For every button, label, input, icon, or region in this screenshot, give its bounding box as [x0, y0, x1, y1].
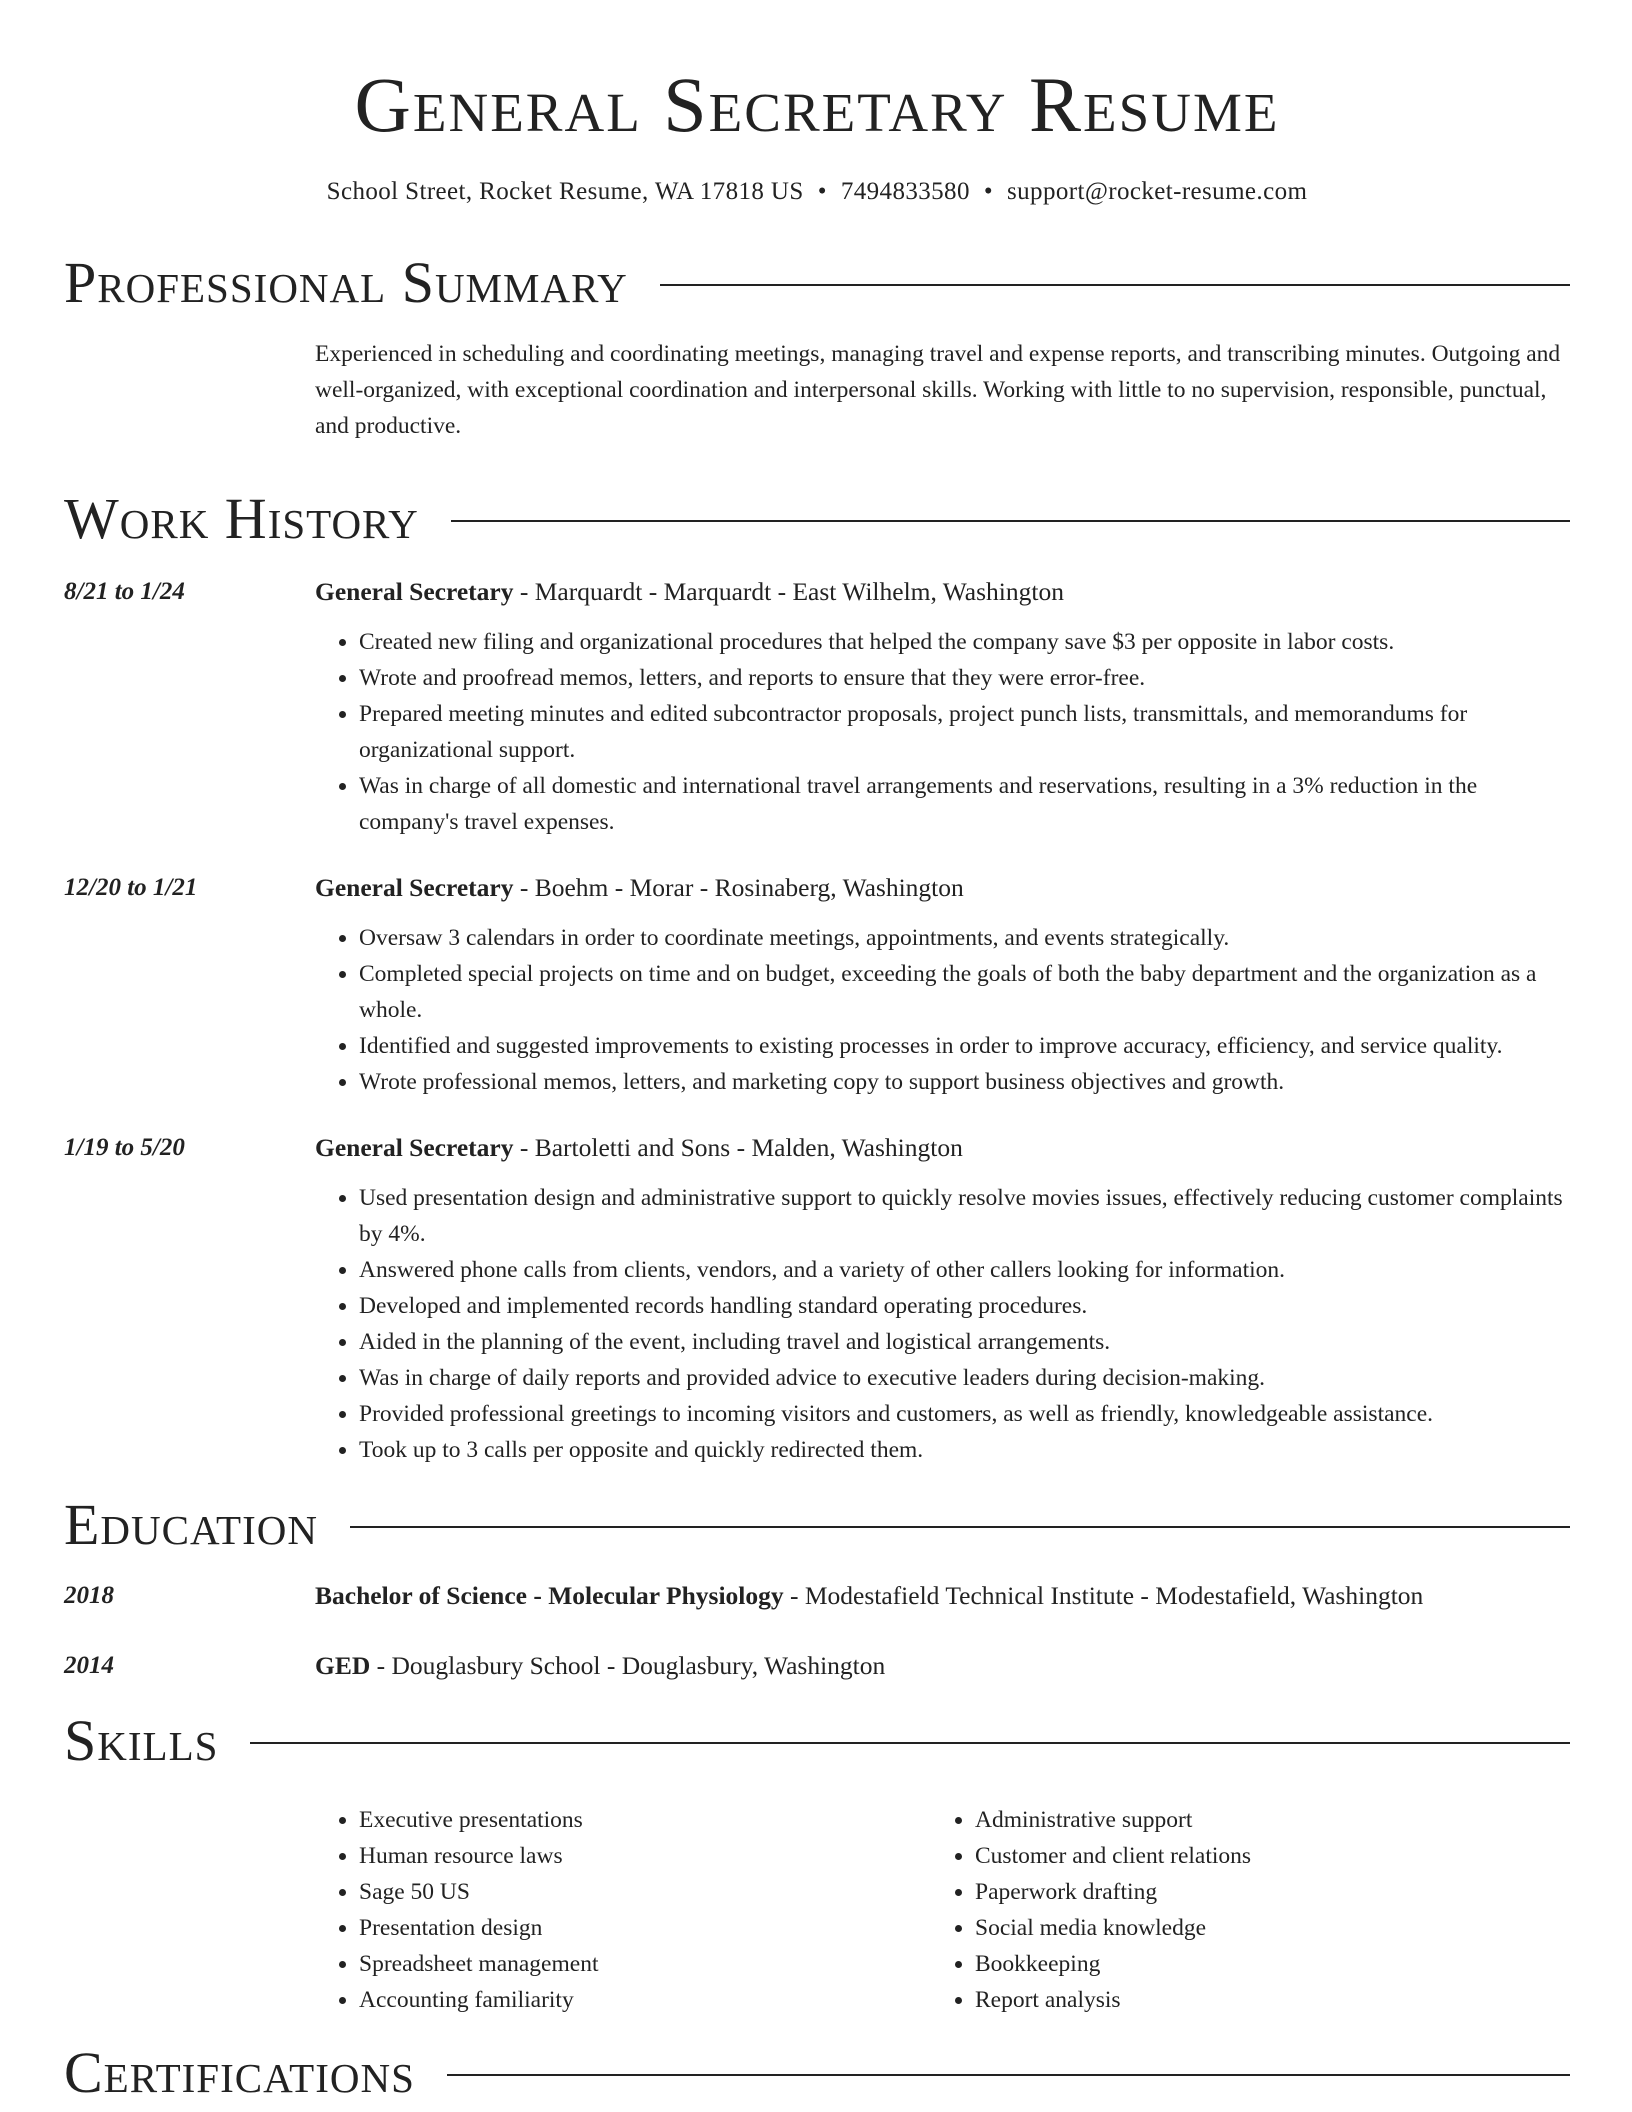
- education-list: [64, 1578, 1570, 1684]
- job-bullet: • Used presentation design and administrative support to quickly resolve movies issues, effectively reducing customer complaints by 4%.: [359, 1180, 1570, 1252]
- job-title-line: [315, 574, 1570, 610]
- section-divider: [660, 284, 1570, 286]
- resume-title: General Secretary Resume: [354, 61, 1280, 148]
- job-details: - Marquardt - Marquardt - East Wilhelm, Washington: [513, 577, 1064, 606]
- education-details: - Douglasbury School - Douglasbury, Washington: [370, 1651, 886, 1680]
- resume-page: [64, 0, 1570, 2104]
- section-divider: [447, 2074, 1570, 2076]
- job-dates: 8/21 to 1/24: [64, 578, 185, 605]
- summary-text: Experienced in scheduling and coordinating meetings, managing travel and expense reports, and transcribing minutes. Outgoing and well-organized, with exceptional coordination and interpersonal skills. Working with little to no supervision, responsible, punctual, and productive.: [315, 341, 1561, 439]
- education-line: [315, 1578, 1570, 1614]
- contact-address: School Street, Rocket Resume, WA 17818 US: [326, 178, 804, 205]
- job-body: [315, 870, 1570, 1100]
- job-role: General Secretary: [315, 577, 514, 606]
- job-role: General Secretary: [315, 873, 514, 902]
- skills-list-left: [315, 1802, 931, 2018]
- education-entry: [64, 1648, 1570, 1684]
- work-section-header: [64, 488, 1570, 550]
- skill-item: • Executive presentations: [359, 1802, 931, 1838]
- education-degree: GED: [315, 1651, 371, 1680]
- job-title-line: [315, 1130, 1570, 1166]
- skill-item: • Paperwork drafting: [975, 1874, 1251, 1910]
- skills-columns: [315, 1802, 1570, 2018]
- contact-separator: •: [983, 178, 994, 205]
- job-bullet: • Wrote professional memos, letters, and marketing copy to support business objectives and growth.: [359, 1064, 1570, 1100]
- job-bullet: • Took up to 3 calls per opposite and quickly redirected them.: [359, 1432, 1570, 1468]
- job-title-line: [315, 870, 1570, 906]
- job-entry: [64, 1130, 1570, 1468]
- job-details: - Bartoletti and Sons - Malden, Washington: [513, 1133, 963, 1162]
- skills-section-header: [64, 1710, 1570, 1772]
- contact-email[interactable]: support@rocket-resume.com: [1007, 178, 1308, 205]
- skill-item: • Report analysis: [975, 1982, 1251, 2018]
- job-bullet: • Completed special projects on time and on budget, exceeding the goals of both the baby department and the organization as a whole.: [359, 956, 1570, 1028]
- education-year: 2018: [64, 1582, 114, 1609]
- job-bullet: • Oversaw 3 calendars in order to coordinate meetings, appointments, and events strategically.: [359, 920, 1570, 956]
- job-bullets: [315, 1180, 1570, 1468]
- job-bullet: • Developed and implemented records handling standard operating procedures.: [359, 1288, 1570, 1324]
- education-details: - Modestafield Technical Institute - Modestafield, Washington: [783, 1581, 1424, 1610]
- job-bullets: [315, 624, 1570, 840]
- contact-separator: •: [817, 178, 827, 205]
- skill-item: • Accounting familiarity: [359, 1982, 931, 2018]
- job-dates: 1/19 to 5/20: [64, 1134, 185, 1161]
- job-bullet: • Answered phone calls from clients, vendors, and a variety of other callers looking for information.: [359, 1252, 1570, 1288]
- education-degree: Bachelor of Science - Molecular Physiology: [315, 1581, 784, 1610]
- job-bullet: • Created new filing and organizational procedures that helped the company save $3 per opposite in labor costs.: [359, 624, 1570, 660]
- contact-line: [64, 176, 1570, 208]
- job-body: [315, 574, 1570, 840]
- skills-list-right: [931, 1802, 1251, 2018]
- contact-phone: 7494833580: [840, 178, 970, 205]
- job-bullet: • Was in charge of daily reports and provided advice to executive leaders during decision-making.: [359, 1360, 1570, 1396]
- skill-item: • Human resource laws: [359, 1838, 931, 1874]
- skill-item: • Sage 50 US: [359, 1874, 931, 1910]
- skill-item: • Spreadsheet management: [359, 1946, 931, 1982]
- job-entry: [64, 870, 1570, 1100]
- job-entry: [64, 574, 1570, 840]
- job-bullets: [315, 920, 1570, 1100]
- job-bullet: • Was in charge of all domestic and international travel arrangements and reservations, resulting in a 3% reduction in the company's travel expenses.: [359, 768, 1570, 840]
- education-line: [315, 1648, 1570, 1684]
- work-heading: Work History: [64, 486, 419, 551]
- skill-item: • Bookkeeping: [975, 1946, 1251, 1982]
- certifications-heading: Certifications: [64, 2040, 415, 2105]
- skill-item: • Social media knowledge: [975, 1910, 1251, 1946]
- summary-heading: Professional Summary: [64, 250, 628, 315]
- skills-heading: Skills: [64, 1708, 219, 1773]
- education-year: 2014: [64, 1652, 114, 1679]
- section-divider: [451, 520, 1570, 522]
- job-bullet: • Provided professional greetings to incoming visitors and customers, as well as friendly, knowledgeable assistance.: [359, 1396, 1570, 1432]
- job-bullet: • Prepared meeting minutes and edited subcontractor proposals, project punch lists, transmittals, and memorandums for organizational support.: [359, 696, 1570, 768]
- job-bullet: • Aided in the planning of the event, including travel and logistical arrangements.: [359, 1324, 1570, 1360]
- skill-item: • Administrative support: [975, 1802, 1251, 1838]
- job-role: General Secretary: [315, 1133, 514, 1162]
- job-body: [315, 1130, 1570, 1468]
- skill-item: • Customer and client relations: [975, 1838, 1251, 1874]
- job-bullet: • Wrote and proofread memos, letters, and reports to ensure that they were error-free.: [359, 660, 1570, 696]
- work-history-list: [64, 574, 1570, 1468]
- certifications-section-header: [64, 2042, 1570, 2104]
- job-dates: 12/20 to 1/21: [64, 874, 198, 901]
- education-section-header: [64, 1494, 1570, 1556]
- education-heading: Education: [64, 1492, 318, 1557]
- section-divider: [350, 1526, 1570, 1528]
- job-bullet: • Identified and suggested improvements to existing processes in order to improve accuracy, efficiency, and service quality.: [359, 1028, 1570, 1064]
- skill-item: • Presentation design: [359, 1910, 931, 1946]
- education-entry: [64, 1578, 1570, 1614]
- job-details: - Boehm - Morar - Rosinaberg, Washington: [513, 873, 964, 902]
- summary-section-header: [64, 252, 1570, 314]
- section-divider: [250, 1742, 1570, 1744]
